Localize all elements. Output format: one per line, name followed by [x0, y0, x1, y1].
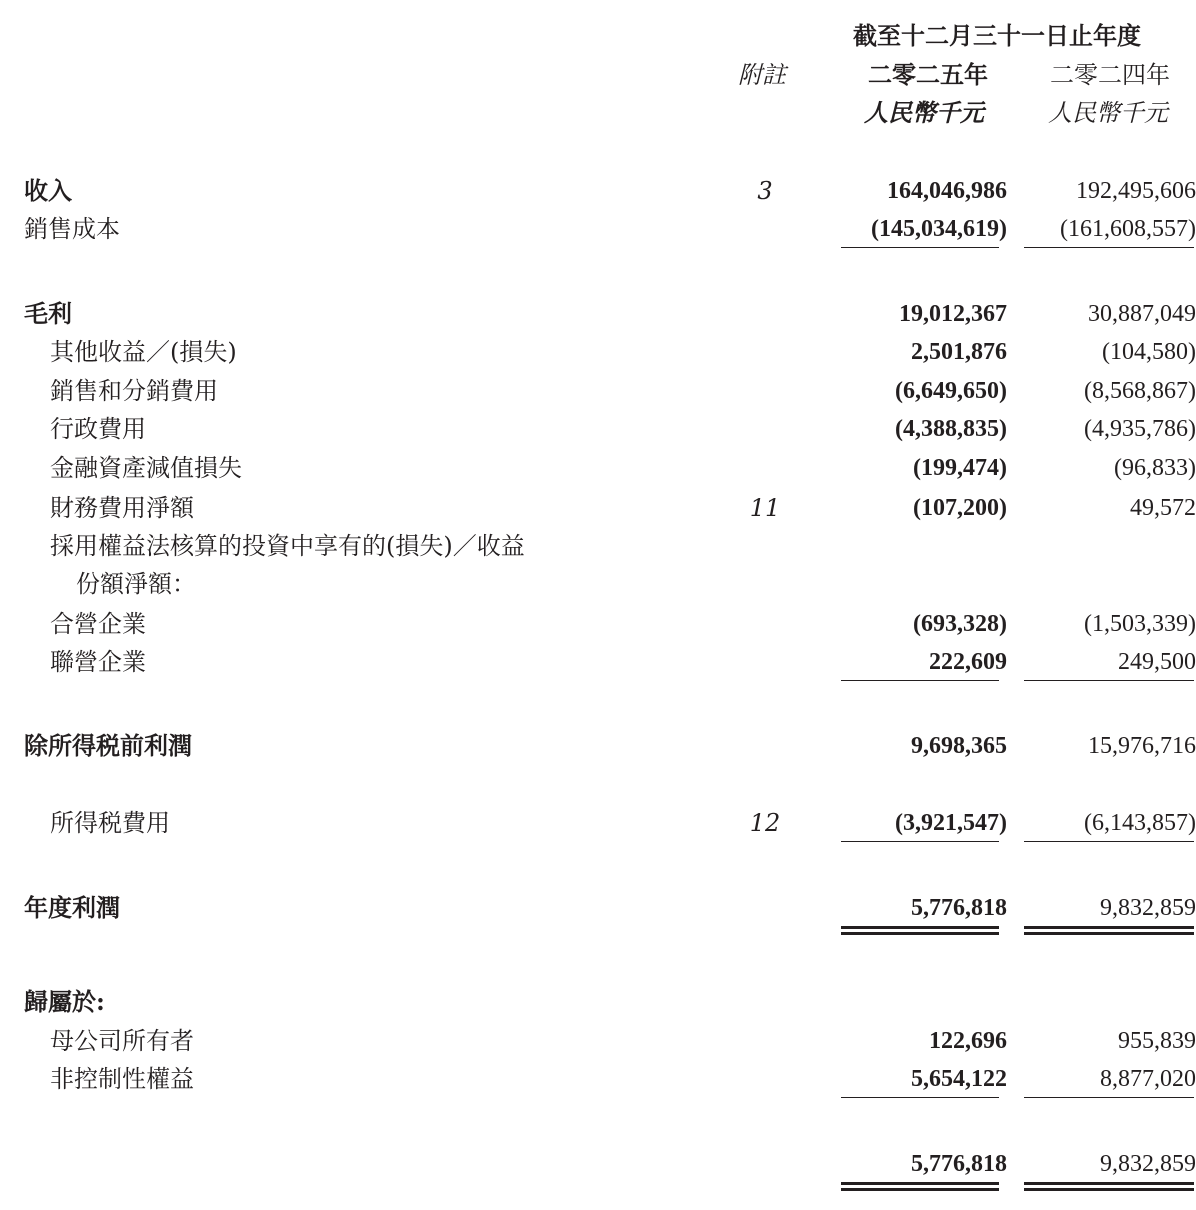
underline-prior-non-controlling [1024, 1097, 1194, 1098]
row-prior-non-controlling: 8,877,020 [1100, 1066, 1196, 1092]
row-label-profit-for-year: 年度利潤 [24, 893, 120, 922]
row-label-gross-profit: 毛利 [24, 299, 72, 328]
underline-current-income-tax [841, 841, 999, 842]
row-prior-finance-costs: 49,572 [1130, 495, 1196, 521]
row-current-profit-for-year: 5,776,818 [911, 895, 1007, 921]
row-label-equity-method: 採用權益法核算的投資中享有的(損失)／收益 [50, 532, 525, 560]
row-current-joint-ventures: (693,328) [913, 611, 1007, 637]
double-underline-prior-total [1024, 1182, 1194, 1191]
row-label-non-controlling: 非控制性權益 [50, 1065, 194, 1093]
period-heading: 截至十二月三十一日止年度 [853, 21, 1141, 50]
row-prior-selling-expenses: (8,568,867) [1084, 378, 1196, 404]
double-underline-current-profit [841, 926, 999, 935]
row-prior-associates: 249,500 [1118, 649, 1196, 675]
row-prior-impairment: (96,833) [1114, 455, 1196, 481]
row-note-revenue: 3 [757, 177, 773, 205]
row-label-cost-of-sales: 銷售成本 [24, 215, 120, 243]
double-underline-prior-profit [1024, 926, 1194, 935]
prior-unit-heading: 人民幣千元 [1048, 99, 1168, 127]
row-prior-total: 9,832,859 [1100, 1151, 1196, 1177]
row-current-income-tax: (3,921,547) [895, 810, 1007, 836]
row-label-attributable-to: 歸屬於: [24, 987, 105, 1016]
row-label-finance-costs: 財務費用淨額 [50, 494, 194, 522]
underline-prior-cost-of-sales [1024, 247, 1194, 248]
row-current-total: 5,776,818 [911, 1151, 1007, 1177]
row-prior-gross-profit: 30,887,049 [1088, 301, 1196, 327]
row-prior-other-gains: (104,580) [1102, 339, 1196, 365]
row-label-associates: 聯營企業 [50, 648, 146, 676]
row-label-selling-expenses: 銷售和分銷費用 [50, 377, 218, 405]
row-label-owners-of-parent: 母公司所有者 [50, 1027, 194, 1055]
row-current-cost-of-sales: (145,034,619) [871, 216, 1007, 242]
row-label-income-tax: 所得税費用 [50, 809, 170, 837]
row-prior-owners-of-parent: 955,839 [1118, 1028, 1196, 1054]
row-current-owners-of-parent: 122,696 [929, 1028, 1007, 1054]
row-current-gross-profit: 19,012,367 [899, 301, 1007, 327]
current-unit-heading: 人民幣千元 [864, 98, 984, 127]
underline-current-associates [841, 680, 999, 681]
underline-prior-associates [1024, 680, 1194, 681]
row-prior-cost-of-sales: (161,608,557) [1060, 216, 1196, 242]
current-year-heading: 二零二五年 [868, 60, 988, 89]
row-current-associates: 222,609 [929, 649, 1007, 675]
row-label-admin-expenses: 行政費用 [50, 415, 146, 443]
row-label-joint-ventures: 合營企業 [50, 610, 146, 638]
row-current-impairment: (199,474) [913, 455, 1007, 481]
row-label-profit-before-tax: 除所得税前利潤 [24, 731, 192, 760]
underline-prior-income-tax [1024, 841, 1194, 842]
row-current-selling-expenses: (6,649,650) [895, 378, 1007, 404]
row-current-other-gains: 2,501,876 [911, 339, 1007, 365]
row-prior-revenue: 192,495,606 [1076, 178, 1196, 204]
row-prior-profit-for-year: 9,832,859 [1100, 895, 1196, 921]
row-prior-profit-before-tax: 15,976,716 [1088, 733, 1196, 759]
note-column-heading: 附註 [738, 61, 786, 89]
prior-year-heading: 二零二四年 [1050, 61, 1170, 89]
underline-current-non-controlling [841, 1097, 999, 1098]
row-note-income-tax: 12 [749, 809, 781, 837]
row-prior-admin-expenses: (4,935,786) [1084, 416, 1196, 442]
underline-current-cost-of-sales [841, 247, 999, 248]
row-prior-income-tax: (6,143,857) [1084, 810, 1196, 836]
row-label-revenue: 收入 [24, 176, 72, 205]
row-label-impairment: 金融資產減值損失 [50, 454, 242, 482]
double-underline-current-total [841, 1182, 999, 1191]
row-note-finance-costs: 11 [749, 494, 781, 522]
row-current-revenue: 164,046,986 [887, 178, 1007, 204]
row-label-equity-method-cont: 份額淨額： [76, 570, 196, 598]
row-label-other-gains: 其他收益／(損失) [50, 338, 237, 366]
row-current-non-controlling: 5,654,122 [911, 1066, 1007, 1092]
row-current-admin-expenses: (4,388,835) [895, 416, 1007, 442]
row-current-finance-costs: (107,200) [913, 495, 1007, 521]
row-prior-joint-ventures: (1,503,339) [1084, 611, 1196, 637]
row-current-profit-before-tax: 9,698,365 [911, 733, 1007, 759]
